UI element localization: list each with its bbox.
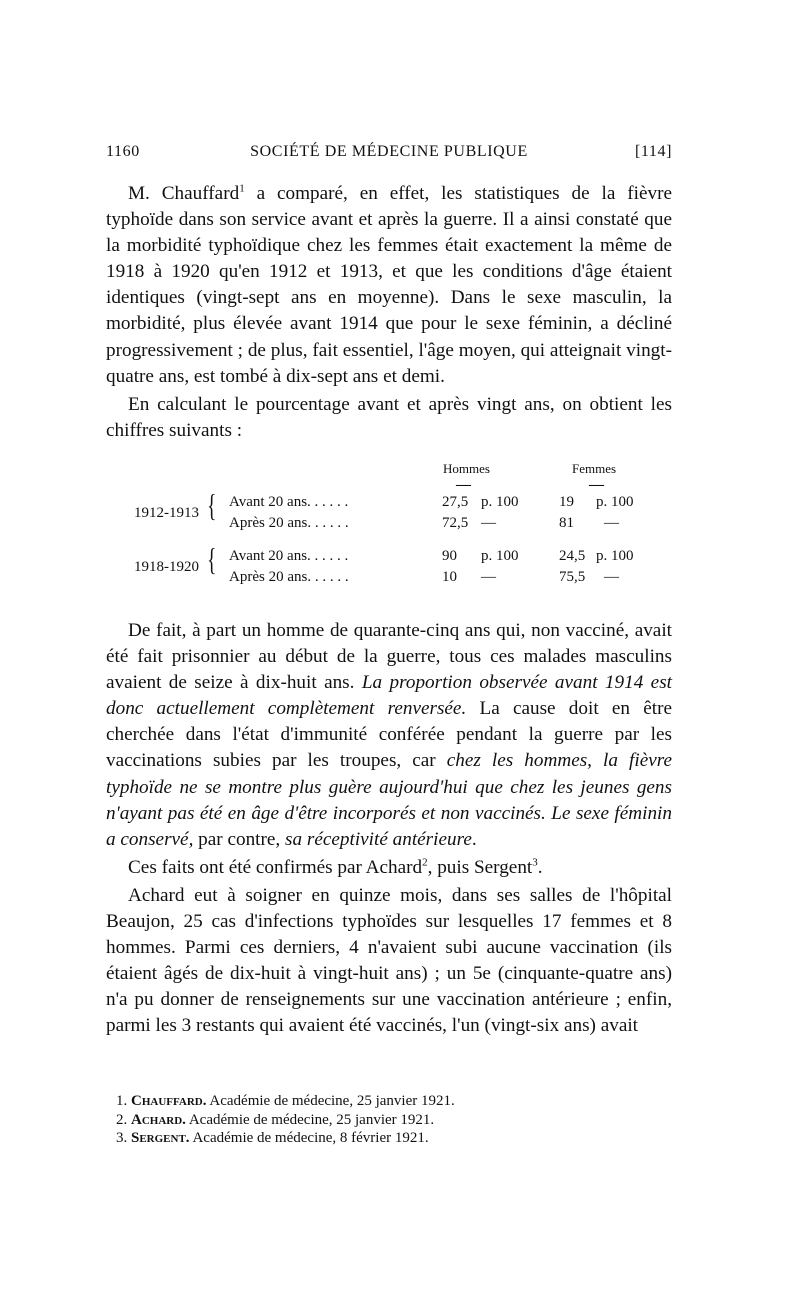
femmes-unit: p. 100	[596, 547, 634, 564]
brace-icon: {	[207, 486, 217, 523]
footnote-ref-3: 3	[532, 856, 538, 869]
row-label: Avant 20 ans. . . . . .	[229, 493, 349, 510]
footnote-ref-2: 2	[422, 856, 428, 869]
footnote-author: Chauffard.	[131, 1093, 207, 1109]
footnote-ref-1: 1	[239, 182, 245, 195]
femmes-unit: p. 100	[596, 493, 634, 510]
body-text	[106, 181, 672, 1039]
running-header	[106, 143, 672, 169]
paragraph-1: M. Chauffard$^1$ a comparé, en effet, les statistiques de la fièvre typhoïde dans son service avant et après la guerre. Il a ainsi constaté que la morbidité typhoïdique chez les femmes était exactement la même de 1918 à 1920 qu'en 1912 et 1913, et que les conditions d'âge étaient identiques (vingt-sept ans en moyenne). Dans le sexe masculin, la morbidité, plus élevée avant 1914 que pour le sexe féminin, a décliné progressivement ; de plus, fait essentiel, l'âge moyen, qui atteignait vingt-quatre ans, est tombé à dix-sept ans et demi.	[106, 182, 672, 387]
hommes-value: 10	[442, 568, 457, 585]
femmes-value: 19	[559, 493, 574, 510]
paragraph-5: Achard eut à soigner en quinze mois, dans ses salles de l'hôpital Beaujon, 25 cas d'infections typhoïdes sur lesquelles 17 femmes et 8 hommes. Parmi ces derniers, 4 n'avaient subi aucune vaccination (ils étaient âgés de dix-huit à vingt-huit ans) ; un 5e (cinquante-quatre ans) n'a pu donner de renseignements sur une vaccination antérieure ; enfin, parmi les 3 restants qui avaient été vaccinés, l'un (vingt-six ans) avait	[106, 884, 672, 1037]
femmes-value: 24,5	[559, 547, 586, 564]
hommes-value: 90	[442, 547, 457, 564]
section-number: [114]	[634, 143, 672, 160]
footnote-3: 3. Sergent. Académie de médecine, 8 février 1921.	[116, 1130, 429, 1146]
hommes-unit: —	[481, 568, 496, 585]
footnotes	[116, 1092, 455, 1148]
col-header-rule: —	[589, 476, 604, 493]
brace-icon: {	[207, 540, 217, 577]
footnote-author: Sergent.	[131, 1130, 190, 1146]
paragraph-2: En calculant le pourcentage avant et après vingt ans, on obtient les chiffres suivants :	[106, 393, 672, 441]
col-header-femmes: Femmes	[572, 460, 617, 476]
femmes-value: 75,5	[559, 568, 586, 585]
hommes-unit: p. 100	[481, 493, 519, 510]
hommes-value: 72,5	[442, 514, 469, 531]
hommes-value: 27,5	[442, 493, 469, 510]
footnote-author: Achard.	[131, 1111, 186, 1128]
period-label: 1918-1920	[134, 558, 199, 575]
row-label: Avant 20 ans. . . . . .	[229, 547, 349, 564]
row-label: Après 20 ans. . . . . .	[229, 568, 349, 585]
hommes-unit: p. 100	[481, 547, 519, 564]
col-header-rule: —	[456, 476, 471, 493]
paragraph-4: Ces faits ont été confirmés par Achard$^2$, puis Sergent$^3$.	[128, 856, 543, 878]
paragraph-3: De fait, à part un homme de quarante-cinq ans qui, non vacciné, avait été fait prisonnier au début de la guerre, tous ces malades masculins avaient de seize à dix-huit ans. La proportion observée avant 1914 est donc actuellement complètement renversée. La cause doit en être cherchée dans l'état d'immunité conférée pendant la guerre par les vaccinations subies par les troupes, car chez les hommes, la fièvre typhoïde ne se montre plus guère aujourd'hui que chez les jeunes gens n'ayant pas été en âge d'être incorporés et non vaccinés. Le sexe féminin a conservé, par contre, sa réceptivité antérieure.	[106, 619, 672, 850]
footnote-1: 1. Chauffard. Académie de médecine, 25 janvier 1921.	[116, 1093, 455, 1109]
footnote-2: 2. Achard. Académie de médecine, 25 janvier 1921.	[116, 1111, 435, 1128]
period-label: 1912-1913	[134, 504, 199, 521]
femmes-value: 81	[559, 514, 574, 531]
col-header-hommes: Hommes	[443, 460, 490, 476]
femmes-unit: —	[604, 514, 619, 531]
femmes-unit: —	[604, 568, 619, 585]
page	[106, 143, 672, 1039]
hommes-unit: —	[481, 514, 496, 531]
page-number: 1160	[106, 143, 140, 160]
row-label: Après 20 ans. . . . . .	[229, 514, 349, 531]
running-title: SOCIÉTÉ DE MÉDECINE PUBLIQUE	[250, 143, 528, 160]
statistics-table	[106, 456, 672, 612]
